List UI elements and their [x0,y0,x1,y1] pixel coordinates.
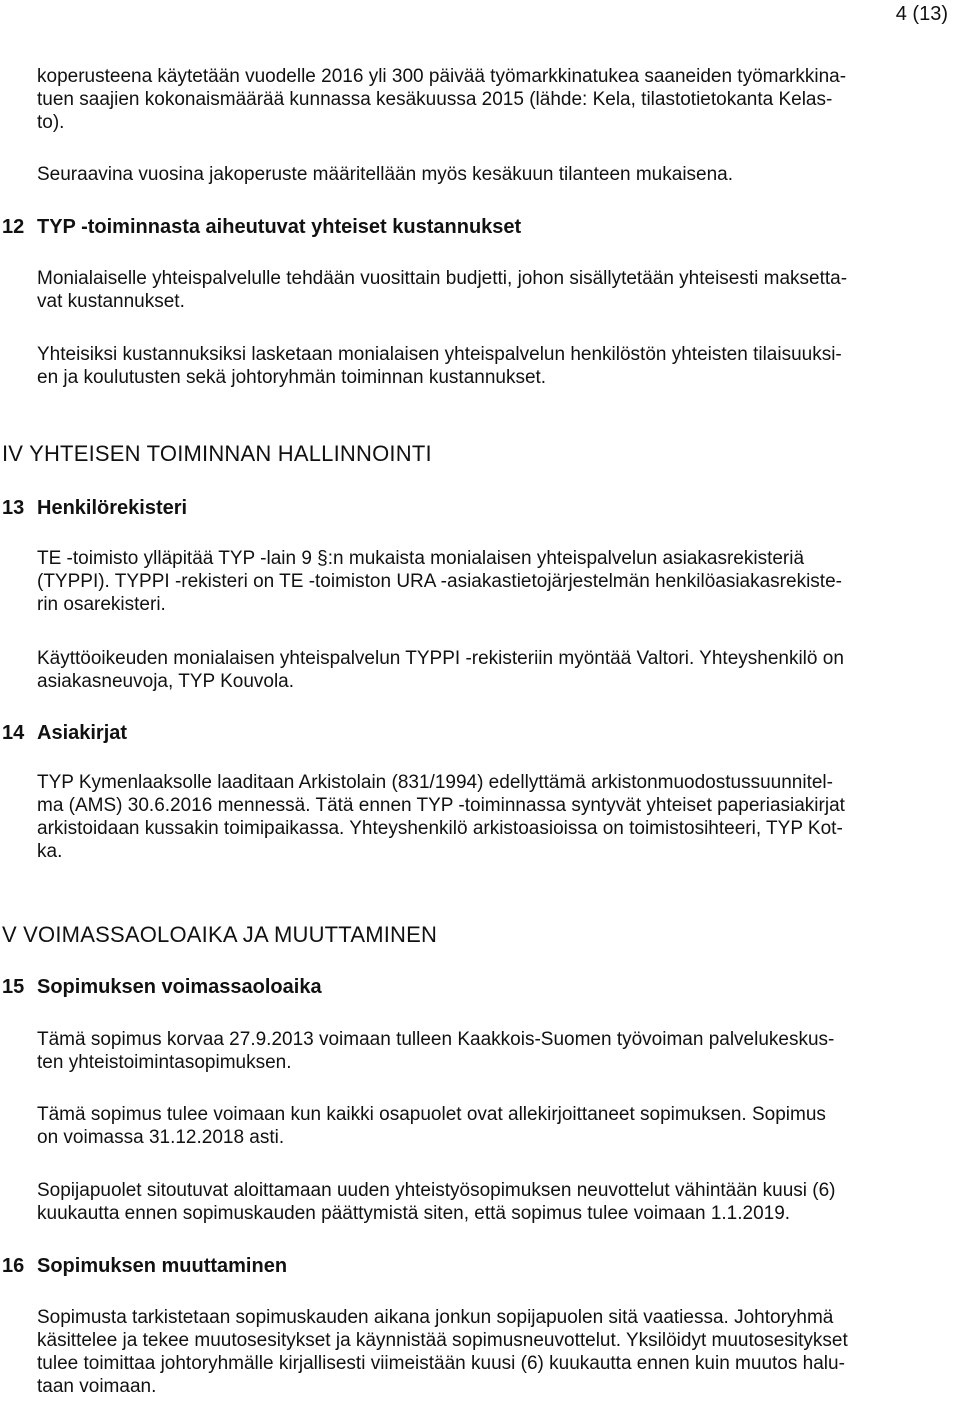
intro-paragraph-1: koperusteena käytetään vuodelle 2016 yli 300 päivää työmarkkinatukea saaneiden työmarkkina- tuen saajien kokonaismäärää kunnassa kesäkuussa 2015 (lähde: Kela, tilastotietokanta Kelas- to). [37,66,847,133]
section-16-paragraph-1: Sopimusta tarkistetaan sopimuskauden aikana jonkun sopijapuolen sitä vaatiessa. Johtoryhmä käsittelee ja tekee muutosesitykset ja käynnistää sopimusneuvottelut. Yksilöidyt muutosesitykset tulee toimittaa johtoryhmälle kirjallisesti viimeistään kuusi (6) kuukautta ennen kuin muutos halu- taan voimaan. [37,1307,848,1397]
part-4-heading: IV YHTEISEN TOIMINNAN HALLINNOINTI [2,441,432,466]
section-15-number: 15 [2,976,25,998]
section-16-number: 16 [2,1255,25,1277]
section-15-paragraph-3: Sopijapuolet sitoutuvat aloittamaan uuden yhteistyösopimuksen neuvottelut vähintään kuusi (6) kuukautta ennen sopimuskauden päättymistä siten, että sopimus tulee voimaan 1.1.2019. [37,1180,836,1224]
section-13-paragraph-2: Käyttöoikeuden monialaisen yhteispalvelun TYPPI -rekisteriin myöntää Valtori. Yhteyshenkilö on asiakasneuvoja, TYP Kouvola. [37,648,844,692]
section-15-title: Sopimuksen voimassaoloaika [37,976,322,998]
section-14-title: Asiakirjat [37,722,128,744]
section-14-paragraph-1: TYP Kymenlaaksolle laaditaan Arkistolain (831/1994) edellyttämä arkistonmuodostussuunnitel- ma (AMS) 30.6.2016 mennessä. Tätä ennen TYP -toiminnassa syntyvät yhteiset paperiasiakirjat arkistoidaan kussakin toimipaikassa. Yhteyshenkilö arkistoasioissa on toimistosihteeri, TYP Kot- ka. [37,772,845,862]
section-13-title: Henkilörekisteri [37,497,188,519]
section-16-heading [2,1254,287,1278]
section-13-number: 13 [2,497,25,519]
section-14-heading [2,721,127,745]
section-15-paragraph-1: Tämä sopimus korvaa 27.9.2013 voimaan tulleen Kaakkois-Suomen työvoiman palvelukeskus- ten yhteistoimintasopimuksen. [37,1029,835,1073]
part-5-heading: V VOIMASSAOLOAIKA JA MUUTTAMINEN [2,922,438,947]
section-12-title: TYP -toiminnasta aiheutuvat yhteiset kustannukset [37,216,522,238]
intro-paragraph-2: Seuraavina vuosina jakoperuste määritellään myös kesäkuun tilanteen mukaisena. [37,164,734,185]
page-number: 4 (13) [895,3,948,25]
section-15-heading [2,975,322,999]
section-13-paragraph-1: TE -toimisto ylläpitää TYP -lain 9 §:n mukaista monialaisen yhteispalvelun asiakasrekisteriä (TYPPI). TYPPI -rekisteri on TE -toimiston URA -asiakastietojärjestelmän henkilöasiakasrekiste- rin osarekisteri. [37,548,842,615]
section-13-heading [2,496,187,520]
section-14-number: 14 [2,722,25,744]
section-12-paragraph-1: Monialaiselle yhteispalvelulle tehdään vuosittain budjetti, johon sisällytetään yhteisesti maksetta- vat kustannukset. [37,268,848,312]
section-12-number: 12 [2,216,25,238]
section-16-title: Sopimuksen muuttaminen [37,1255,288,1277]
section-12-paragraph-2: Yhteisiksi kustannuksiksi lasketaan monialaisen yhteispalvelun henkilöstön yhteisten tilaisuuksi- en ja koulutusten sekä johtoryhmän toiminnan kustannukset. [37,344,842,388]
section-15-paragraph-2: Tämä sopimus tulee voimaan kun kaikki osapuolet ovat allekirjoittaneet sopimuksen. Sopimus on voimassa 31.12.2018 asti. [37,1104,826,1148]
section-12-heading [2,215,521,239]
